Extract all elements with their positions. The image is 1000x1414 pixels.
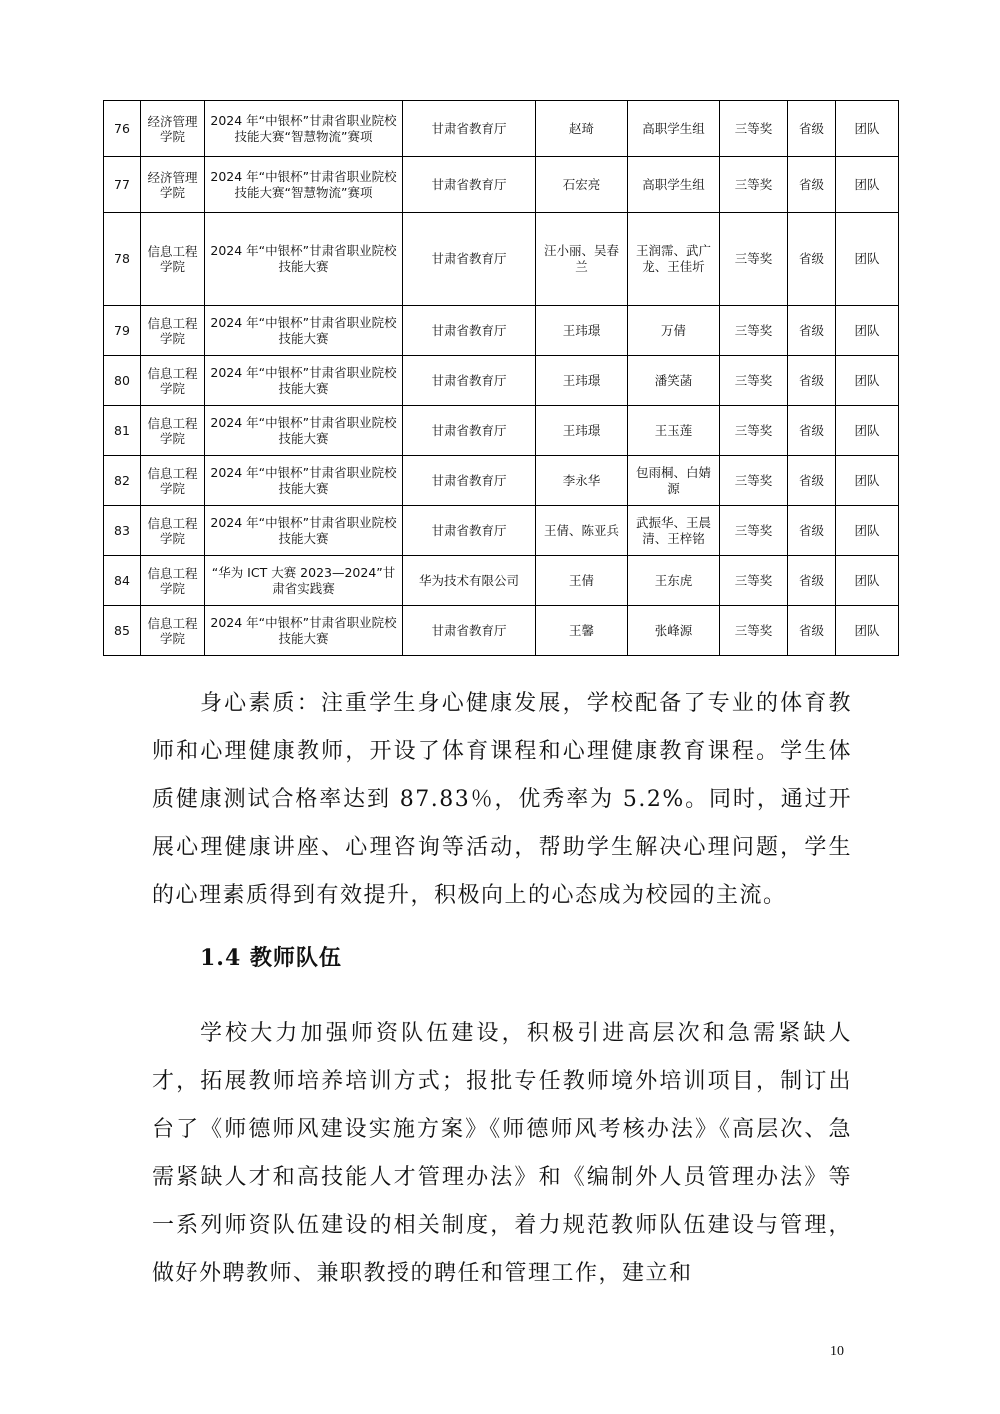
cell-level: 省级 [788,606,836,656]
cell-prize: 三等奖 [720,606,788,656]
cell-level: 省级 [788,213,836,306]
cell-level: 省级 [788,356,836,406]
cell-college: 经济管理学院 [141,157,205,213]
cell-teacher: 石宏亮 [536,157,628,213]
cell-prize: 三等奖 [720,556,788,606]
cell-level: 省级 [788,506,836,556]
cell-type: 团队 [836,456,899,506]
cell-contest: “华为 ICT 大赛 2023—2024”甘肃省实践赛 [205,556,403,606]
cell-no: 79 [104,306,141,356]
cell-student: 王玉莲 [628,406,720,456]
cell-student: 武振华、王晨清、王梓铭 [628,506,720,556]
cell-student: 万倩 [628,306,720,356]
cell-no: 82 [104,456,141,506]
cell-teacher: 王倩 [536,556,628,606]
cell-organizer: 甘肃省教育厅 [403,506,536,556]
cell-type: 团队 [836,213,899,306]
cell-no: 81 [104,406,141,456]
cell-college: 经济管理学院 [141,101,205,157]
cell-college: 信息工程学院 [141,556,205,606]
cell-organizer: 甘肃省教育厅 [403,456,536,506]
cell-student: 王润霈、武广龙、王佳圻 [628,213,720,306]
cell-contest: 2024 年“中银杯”甘肃省职业院校技能大赛 [205,213,403,306]
cell-teacher: 赵琦 [536,101,628,157]
awards-table [103,100,899,656]
cell-no: 85 [104,606,141,656]
cell-prize: 三等奖 [720,406,788,456]
awards-table-body [104,101,899,656]
cell-type: 团队 [836,101,899,157]
cell-contest: 2024 年“中银杯”甘肃省职业院校技能大赛“智慧物流”赛项 [205,101,403,157]
cell-organizer: 甘肃省教育厅 [403,213,536,306]
cell-contest: 2024 年“中银杯”甘肃省职业院校技能大赛 [205,406,403,456]
cell-type: 团队 [836,306,899,356]
cell-student: 包雨桐、白婧源 [628,456,720,506]
cell-contest: 2024 年“中银杯”甘肃省职业院校技能大赛“智慧物流”赛项 [205,157,403,213]
cell-student: 王东虎 [628,556,720,606]
cell-student: 高职学生组 [628,101,720,157]
cell-teacher: 王倩、陈亚兵 [536,506,628,556]
cell-student: 潘笑菡 [628,356,720,406]
cell-teacher: 王玮璟 [536,356,628,406]
paragraph-teacher-team: 学校大力加强师资队伍建设，积极引进高层次和急需紧缺人才，拓展教师培养培训方式；报批专任教师境外培训项目，制订出台了《师德师风建设实施方案》《师德师风考核办法》《高层次、急需紧缺人才和高技能人才管理办法》和《编制外人员管理办法》等一系列师资队伍建设的相关制度，着力规范教师队伍建设与管理，做好外聘教师、兼职教授的聘任和管理工作，建立和 [152,1021,852,1286]
cell-student: 高职学生组 [628,157,720,213]
cell-organizer: 甘肃省教育厅 [403,606,536,656]
cell-type: 团队 [836,556,899,606]
paragraph-physical-mental-quality: 身心素质：注重学生身心健康发展，学校配备了专业的体育教师和心理健康教师，开设了体育课程和心理健康教育课程。学生体质健康测试合格率达到 87.83％，优秀率为 5.2%。同时，通过开展心理健康讲座、心理咨询等活动，帮助学生解决心理问题，学生的心理素质得到有效提升，积极向上的心态成为校园的主流。 [152,691,852,908]
cell-college: 信息工程学院 [141,306,205,356]
cell-prize: 三等奖 [720,157,788,213]
cell-no: 76 [104,101,141,157]
cell-prize: 三等奖 [720,213,788,306]
cell-contest: 2024 年“中银杯”甘肃省职业院校技能大赛 [205,506,403,556]
cell-college: 信息工程学院 [141,406,205,456]
cell-college: 信息工程学院 [141,456,205,506]
cell-no: 78 [104,213,141,306]
cell-level: 省级 [788,306,836,356]
cell-organizer: 甘肃省教育厅 [403,306,536,356]
cell-no: 83 [104,506,141,556]
table-row [104,213,899,306]
cell-organizer: 甘肃省教育厅 [403,157,536,213]
cell-level: 省级 [788,456,836,506]
cell-teacher: 王馨 [536,606,628,656]
cell-type: 团队 [836,606,899,656]
table-row [104,606,899,656]
cell-no: 84 [104,556,141,606]
cell-teacher: 李永华 [536,456,628,506]
cell-type: 团队 [836,406,899,456]
cell-organizer: 华为技术有限公司 [403,556,536,606]
cell-contest: 2024 年“中银杯”甘肃省职业院校技能大赛 [205,606,403,656]
table-row [104,356,899,406]
section-heading-teacher-team: 1.4 教师队伍 [200,945,342,971]
cell-college: 信息工程学院 [141,213,205,306]
table-row [104,456,899,506]
cell-level: 省级 [788,556,836,606]
table-row [104,157,899,213]
cell-organizer: 甘肃省教育厅 [403,406,536,456]
cell-organizer: 甘肃省教育厅 [403,356,536,406]
cell-teacher: 王玮璟 [536,406,628,456]
cell-prize: 三等奖 [720,356,788,406]
cell-student: 张峰源 [628,606,720,656]
cell-prize: 三等奖 [720,101,788,157]
cell-prize: 三等奖 [720,306,788,356]
cell-contest: 2024 年“中银杯”甘肃省职业院校技能大赛 [205,356,403,406]
cell-level: 省级 [788,101,836,157]
cell-teacher: 王玮璟 [536,306,628,356]
cell-no: 80 [104,356,141,406]
table-row [104,506,899,556]
cell-college: 信息工程学院 [141,506,205,556]
cell-organizer: 甘肃省教育厅 [403,101,536,157]
cell-teacher: 汪小丽、吴春兰 [536,213,628,306]
cell-type: 团队 [836,157,899,213]
cell-type: 团队 [836,506,899,556]
table-row [104,556,899,606]
table-row [104,101,899,157]
cell-college: 信息工程学院 [141,606,205,656]
cell-type: 团队 [836,356,899,406]
cell-level: 省级 [788,406,836,456]
cell-prize: 三等奖 [720,506,788,556]
cell-level: 省级 [788,157,836,213]
cell-contest: 2024 年“中银杯”甘肃省职业院校技能大赛 [205,306,403,356]
table-row [104,306,899,356]
table-row [104,406,899,456]
cell-college: 信息工程学院 [141,356,205,406]
cell-contest: 2024 年“中银杯”甘肃省职业院校技能大赛 [205,456,403,506]
page-number: 10 [830,1344,844,1359]
cell-no: 77 [104,157,141,213]
cell-prize: 三等奖 [720,456,788,506]
